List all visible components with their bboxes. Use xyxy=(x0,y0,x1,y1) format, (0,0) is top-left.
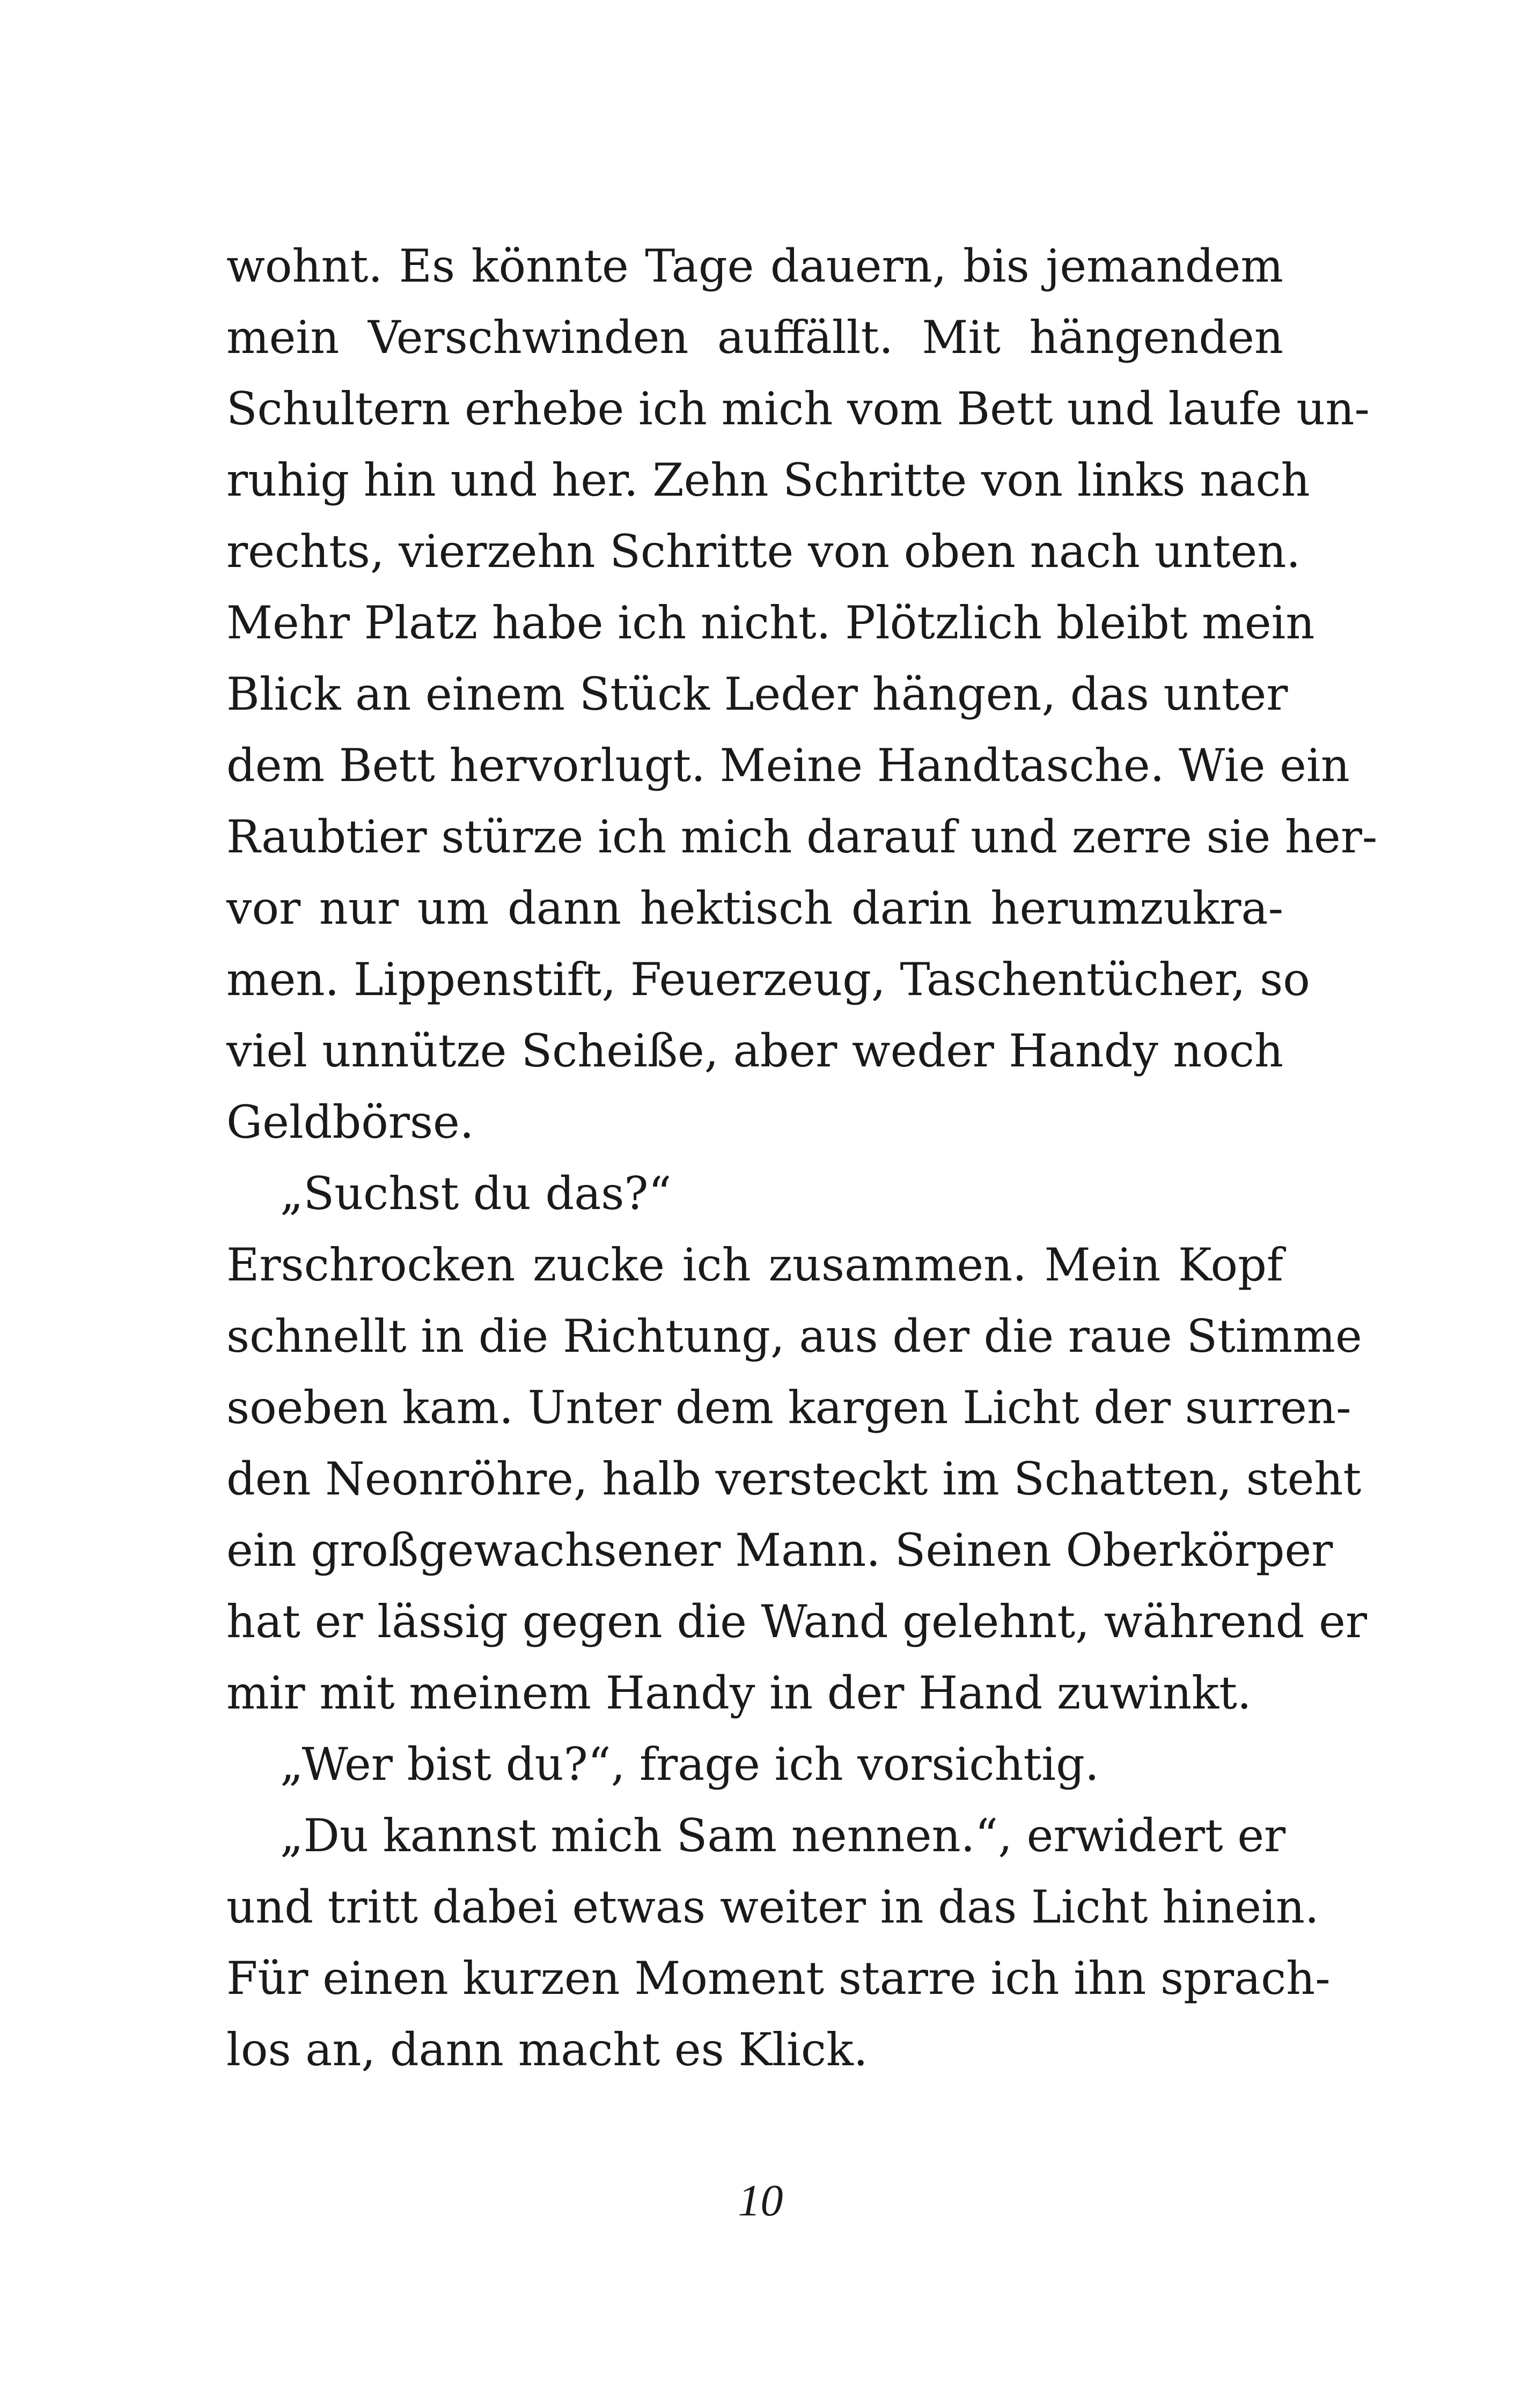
text-line: Schultern erhebe ich mich vom Bett und laufe un- xyxy=(226,382,1370,435)
text-line: mein Verschwinden auffällt. Mit hängenden xyxy=(226,311,1283,364)
text-line: los an, dann macht es Klick. xyxy=(226,2023,868,2076)
dialogue-line: „Wer bist du?“, frage ich vorsichtig. xyxy=(280,1738,1099,1791)
text-line: mir mit meinem Handy in der Hand zuwinkt. xyxy=(226,1667,1252,1719)
text-line: ein großgewachsener Mann. Seinen Oberkörper xyxy=(226,1524,1333,1577)
text-line: wohnt. Es könnte Tage dauern, bis jemandem xyxy=(226,240,1283,292)
text-line: Mehr Platz habe ich nicht. Plötzlich bleibt mein xyxy=(226,597,1315,649)
text-line: Erschrocken zucke ich zusammen. Mein Kopf xyxy=(226,1239,1283,1291)
text-line: rechts, vierzehn Schritte von oben nach unten. xyxy=(226,525,1301,578)
text-line: hat er lässig gegen die Wand gelehnt, während er xyxy=(226,1595,1368,1648)
text-line: Geldbörse. xyxy=(226,1096,474,1148)
text-line: den Neonröhre, halb versteckt im Schatten, steht xyxy=(226,1453,1362,1505)
text-line: schnellt in die Richtung, aus der die raue Stimme xyxy=(226,1310,1362,1363)
text-line: vor nur um dann hektisch darin herumzukra- xyxy=(226,882,1283,934)
dialogue-line: „Suchst du das?“ xyxy=(280,1167,672,1220)
text-line: Raubtier stürze ich mich darauf und zerre sie her- xyxy=(226,811,1378,863)
body-text xyxy=(226,231,1378,2086)
text-line: Für einen kurzen Moment starre ich ihn sprach- xyxy=(226,1952,1331,2005)
page-number: 10 xyxy=(738,2176,783,2226)
text-line: soeben kam. Unter dem kargen Licht der surren- xyxy=(226,1381,1351,1434)
text-line: viel unnütze Scheiße, aber weder Handy noch xyxy=(226,1025,1283,1077)
text-line: ruhig hin und her. Zehn Schritte von links nach xyxy=(226,454,1310,506)
text-line: Blick an einem Stück Leder hängen, das unter xyxy=(226,668,1288,720)
text-line: men. Lippenstift, Feuerzeug, Taschentücher, so xyxy=(226,953,1310,1006)
dialogue-line: „Du kannst mich Sam nennen.“, erwidert er xyxy=(280,1809,1286,1862)
text-line: dem Bett hervorlugt. Meine Handtasche. Wie ein xyxy=(226,739,1350,792)
text-line: und tritt dabei etwas weiter in das Licht hinein. xyxy=(226,1881,1319,1933)
